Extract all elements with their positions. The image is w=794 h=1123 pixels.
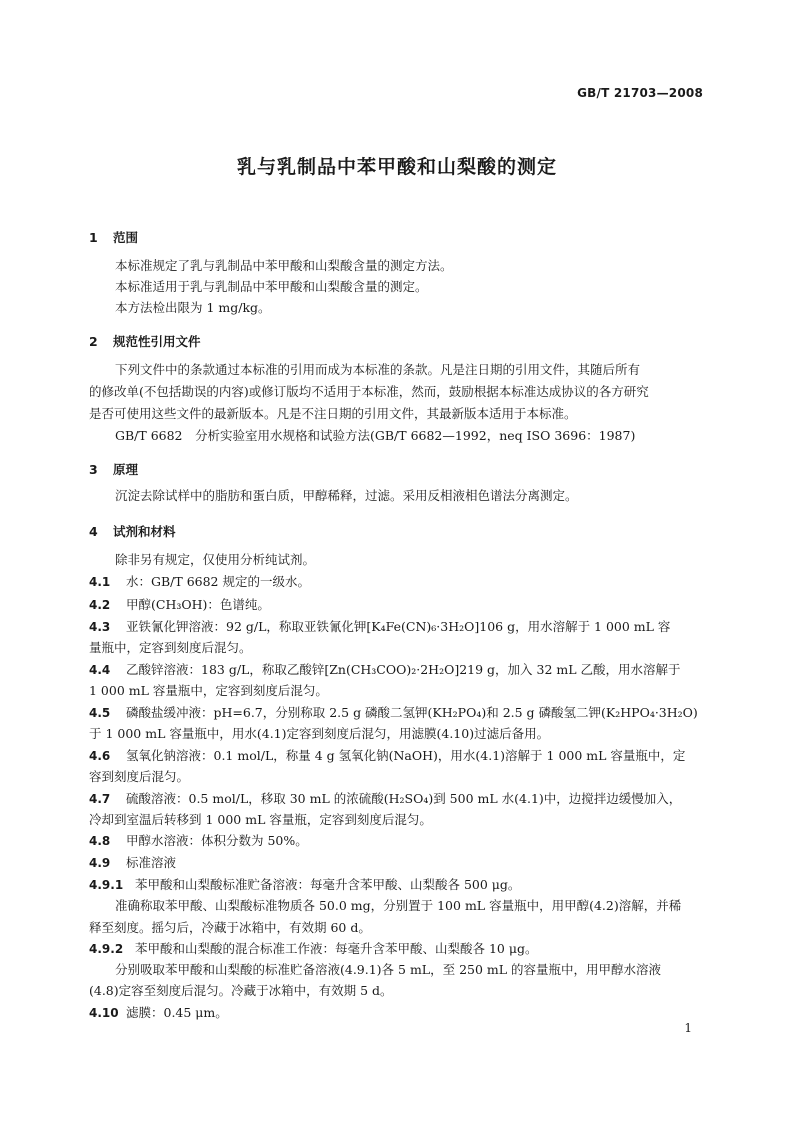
section-number: 2 [89, 334, 98, 349]
document-code: GB/T 21703—2008 [577, 86, 703, 100]
item-text: 苯甲酸和山梨酸标准贮备溶液：每毫升含苯甲酸、山梨酸各 500 μg。 [135, 877, 521, 892]
list-item [89, 616, 707, 638]
item-text: 氢氧化钠溶液：0.1 mol/L，称量 4 g 氢氧化钠(NaOH)，用水(4.1)溶解于 1 000 mL 容量瓶中，定 [126, 748, 686, 763]
item-text: 甲醇(CH₃OH)：色谱纯。 [126, 597, 270, 612]
paragraph-line: 除非另有规定，仅使用分析纯试剂。 [115, 552, 316, 567]
section-title: 规范性引用文件 [113, 334, 201, 349]
page-number: 1 [684, 1021, 692, 1035]
section-title: 原理 [113, 462, 139, 477]
page-title: 乳与乳制品中苯甲酸和山梨酸的测定 [236, 156, 557, 178]
list-item [89, 571, 707, 593]
paragraph-line: (4.8)定容至刻度后混匀。冷藏于冰箱中，有效期 5 d。 [89, 983, 393, 998]
section-heading-principle [89, 460, 138, 478]
paragraph-line: 量瓶中，定容到刻度后混匀。 [89, 640, 252, 655]
item-text: 水：GB/T 6682 规定的一级水。 [126, 574, 310, 589]
item-number: 4.10 [89, 1006, 119, 1020]
item-number: 4.3 [89, 620, 111, 634]
item-number: 4.9.2 [89, 942, 124, 956]
list-item [89, 830, 707, 852]
section-title: 范围 [113, 230, 139, 245]
list-item [89, 1002, 707, 1024]
list-item [89, 745, 707, 767]
paragraph-line: 下列文件中的条款通过本标准的引用而成为本标准的条款。凡是注日期的引用文件，其随后所有 [115, 362, 641, 377]
list-item [89, 594, 707, 616]
paragraph-line: 容到刻度后混匀。 [89, 769, 190, 784]
item-text: 乙酸锌溶液：183 g/L，称取乙酸锌[Zn(CH₃COO)₂·2H₂O]219 g，加入 32 mL 乙酸，用水溶解于 [126, 662, 681, 677]
item-number: 4.5 [89, 706, 111, 720]
item-number: 4.4 [89, 663, 111, 677]
list-item [89, 659, 707, 681]
item-text: 苯甲酸和山梨酸的混合标准工作液：每毫升含苯甲酸、山梨酸各 10 μg。 [135, 941, 538, 956]
item-number: 4.6 [89, 749, 111, 763]
list-item [89, 852, 707, 874]
paragraph-line: 分别吸取苯甲酸和山梨酸的标准贮备溶液(4.9.1)各 5 mL，至 250 mL 的容量瓶中，用甲醇水溶液 [115, 962, 662, 977]
paragraph-line: 冷却到室温后转移到 1 000 mL 容量瓶，定容到刻度后混匀。 [89, 812, 432, 827]
list-item [89, 788, 707, 810]
list-item [89, 938, 707, 960]
item-text: 硫酸溶液：0.5 mol/L，移取 30 mL 的浓硫酸(H₂SO₄)到 500 mL 水(4.1)中，边搅拌边缓慢加入， [126, 791, 682, 806]
section-heading-normative-references [89, 332, 201, 350]
item-number: 4.8 [89, 834, 111, 848]
item-number: 4.9 [89, 856, 111, 870]
item-number: 4.1 [89, 575, 111, 589]
paragraph-line: 本标准规定了乳与乳制品中苯甲酸和山梨酸含量的测定方法。 [115, 258, 453, 273]
item-text: 甲醇水溶液：体积分数为 50%。 [126, 833, 308, 848]
section-heading-reagents [89, 522, 176, 540]
item-text: 亚铁氰化钾溶液：92 g/L，称取亚铁氰化钾[K₄Fe(CN)₆·3H₂O]106 g，用水溶解于 1 000 mL 容 [126, 619, 671, 634]
list-item [89, 874, 707, 896]
paragraph-line: 本方法检出限为 1 mg/kg。 [115, 300, 271, 315]
paragraph-line: 于 1 000 mL 容量瓶中，用水(4.1)定容到刻度后混匀，用滤膜(4.10)过滤后备用。 [89, 726, 550, 741]
paragraph-line: 1 000 mL 容量瓶中，定容到刻度后混匀。 [89, 683, 328, 698]
item-text: 标准溶液 [126, 855, 177, 870]
paragraph-line: 准确称取苯甲酸、山梨酸标准物质各 50.0 mg，分别置于 100 mL 容量瓶中，用甲醇(4.2)溶解，并稀 [115, 898, 682, 913]
section-heading-scope [89, 228, 138, 246]
paragraph-line: 的修改单(不包括勘误的内容)或修订版均不适用于本标准，然而，鼓励根据本标准达成协议的各方研究 [89, 384, 649, 399]
reference-line: GB/T 6682 分析实验室用水规格和试验方法(GB/T 6682—1992，neq ISO 3696：1987) [115, 428, 636, 443]
item-text: 滤膜：0.45 μm。 [126, 1005, 228, 1020]
paragraph-line: 沉淀去除试样中的脂肪和蛋白质，甲醇稀释，过滤。采用反相液相色谱法分离测定。 [115, 488, 578, 503]
item-number: 4.2 [89, 598, 111, 612]
section-number: 4 [89, 524, 98, 539]
item-text: 磷酸盐缓冲液：pH=6.7，分别称取 2.5 g 磷酸二氢钾(KH₂PO₄)和 2.5 g 磷酸氢二钾(K₂HPO₄·3H₂O) [126, 705, 698, 720]
paragraph-line: 本标准适用于乳与乳制品中苯甲酸和山梨酸含量的测定。 [115, 279, 428, 294]
list-item [89, 702, 707, 724]
paragraph-line: 是否可使用这些文件的最新版本。凡是不注日期的引用文件，其最新版本适用于本标准。 [89, 406, 577, 421]
item-number: 4.9.1 [89, 878, 124, 892]
item-number: 4.7 [89, 792, 111, 806]
section-title: 试剂和材料 [113, 524, 176, 539]
section-number: 3 [89, 462, 98, 477]
paragraph-line: 释至刻度。摇匀后，冷藏于冰箱中，有效期 60 d。 [89, 920, 371, 935]
section-number: 1 [89, 230, 98, 245]
